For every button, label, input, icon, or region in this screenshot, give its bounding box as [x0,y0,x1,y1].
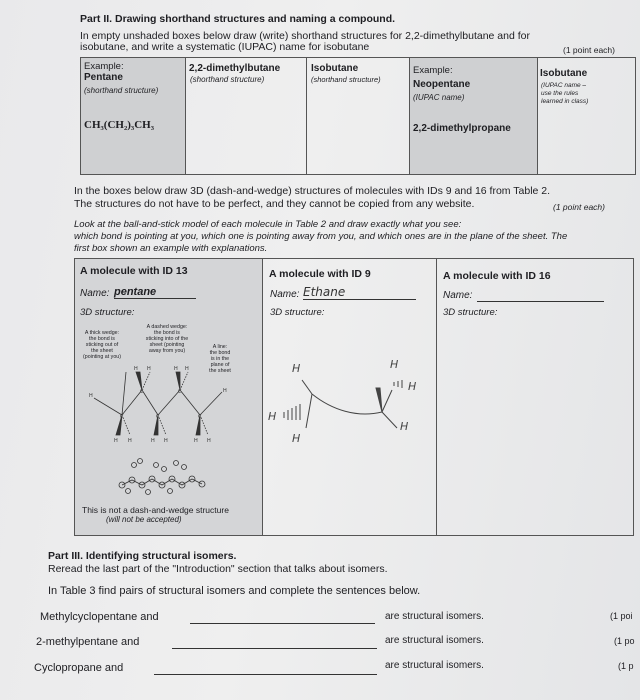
isomer-row-1-right: are structural isomers. [385,611,484,622]
box3-structure-label: 3D structure: [443,307,498,318]
isobutane-sub: (shorthand structure) [311,75,381,84]
isobutane-iupac-sub1: (IUPAC name – [541,82,587,89]
box1-name-label: Name: [80,288,110,299]
box3-title: A molecule with ID 16 [443,270,551,282]
part3d-line2: The structures do not have to be perfect, and they cannot be copied from any website. [74,198,475,210]
part3-line1: Reread the last part of the "Introduction" section that talks about isomers. [48,563,388,575]
svg-text:H: H [268,410,277,423]
isomer-row-3-blank[interactable] [154,662,377,675]
box2-name-label: Name: [270,289,300,300]
svg-text:H: H [390,358,399,371]
part3d-line1: In the boxes below draw 3D (dash-and-wedge) structures of molecules with IDs 9 and 16 from Table 2. [74,185,551,197]
svg-text:H: H [114,438,118,444]
dimethylbutane-name: 2,2-dimethylbutane [189,63,281,74]
neopentane-answer: 2,2-dimethylpropane [413,123,511,134]
pentane-dash-wedge-drawing [84,360,244,450]
box1-note-1: This is not a dash-and-wedge structure [82,505,229,515]
ethane-handwritten-drawing[interactable] [262,350,432,450]
svg-text:H: H [207,438,211,444]
svg-text:H: H [164,438,168,444]
neopentane-example-label: Example: [413,65,453,76]
dimethylbutane-sub: (shorthand structure) [190,75,265,84]
pentane-name: Pentane [84,72,123,83]
svg-text:H: H [292,432,301,445]
box2-title: A molecule with ID 9 [269,268,371,280]
box3-name-field[interactable] [477,289,604,302]
isomer-row-1-blank[interactable] [190,611,375,624]
isomer-row-1-points: (1 poi [610,611,633,621]
part3d-line3: Look at the ball-and-stick model of each molecule in Table 2 and draw exactly what you see: [74,219,462,230]
part3d-line4: which bond is pointing at you, which one is pointing away from you, and which ones are in the plane of the sheet. The [74,231,568,242]
part2-points: (1 point each) [563,45,615,55]
svg-text:C: C [198,414,202,420]
part3d-points: (1 point each) [553,202,605,212]
svg-text:H: H [128,438,132,444]
svg-text:H: H [194,438,198,444]
pentane-formula: CH₃(CH₂)₃CH₃ [84,119,155,131]
wedge-annotation: A thick wedge: the bond is sticking out of the sheet (pointing at you) [83,330,121,360]
svg-text:H: H [185,366,189,372]
isomer-row-3-points: (1 p [618,661,634,671]
line-annotation: A line: the bond is in the plane of the sheet [209,344,231,374]
svg-text:H: H [292,362,301,375]
box2-name-value[interactable]: Ethane [303,285,416,300]
svg-text:C: C [178,389,182,395]
svg-text:C: C [120,414,124,420]
part2-instruction-1: In empty unshaded boxes below draw (write) shorthand structures for 2,2-dimethylbutane and for [80,30,530,42]
dash-annotation: A dashed wedge: the bond is sticking into of the sheet (pointing away from you) [145,324,189,354]
svg-text:H: H [174,366,178,372]
part3-line2: In Table 3 find pairs of structural isomers and complete the sentences below. [48,585,421,597]
box1-structure-label: 3D structure: [80,307,135,318]
isomer-row-2-points: (1 po [614,636,635,646]
part3d-line5: first box shown an example with explanations. [74,243,268,254]
isomer-row-2-blank[interactable] [172,636,377,649]
svg-text:H: H [134,366,138,372]
isobutane-iupac-sub3: learned in class) [541,98,589,105]
box3-name-label: Name: [443,290,473,301]
isobutane-iupac-sub2: use the rules [541,90,579,97]
isomer-row-3-left: Cyclopropane and [34,662,124,674]
box1-title: A molecule with ID 13 [80,265,188,277]
svg-text:H: H [89,393,93,399]
svg-text:H: H [151,438,155,444]
part2-title: Part II. Drawing shorthand structures and naming a compound. [80,13,396,25]
svg-text:H: H [223,388,227,394]
svg-text:C: C [156,414,160,420]
box2-structure-label: 3D structure: [270,307,325,318]
neopentane-sub: (IUPAC name) [413,93,465,102]
svg-text:H: H [147,366,151,372]
isobutane-iupac-name: Isobutane [540,68,588,79]
neopentane-name: Neopentane [413,79,471,90]
isomer-row-3-right: are structural isomers. [385,660,484,671]
isobutane-name: Isobutane [311,63,359,74]
svg-text:C: C [140,389,144,395]
part3-title: Part III. Identifying structural isomers. [48,550,237,562]
pentane-sub: (shorthand structure) [84,86,159,95]
box1-name-value: pentane [114,286,196,299]
isomer-row-1-left: Methylcyclopentane and [40,611,159,623]
pentane-example-label: Example: [84,61,124,72]
box1-note-2: (will not be accepted) [106,515,182,524]
svg-text:H: H [408,380,417,393]
svg-text:H: H [400,420,409,433]
part2-instruction-2: isobutane, and write a systematic (IUPAC) name for isobutane [80,41,370,53]
isomer-row-2-left: 2-methylpentane and [36,636,140,648]
isomer-row-2-right: are structural isomers. [385,635,484,646]
ball-and-stick-sketch [112,455,212,495]
